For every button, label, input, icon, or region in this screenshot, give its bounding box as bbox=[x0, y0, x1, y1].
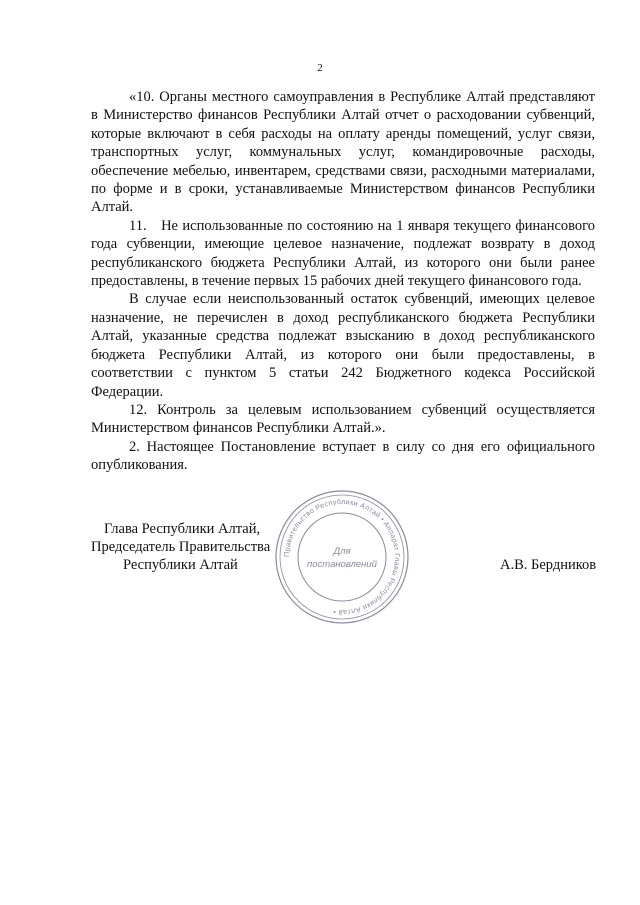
signatory-title-line-1: Глава Республики Алтай, bbox=[104, 521, 261, 537]
seal-graphic bbox=[273, 488, 411, 626]
paragraph-item-11: 11. Не использованные по состоянию на 1 января текущего финансового года субвенции, имеющие целевое назначение, подлежат возврату в доход республиканского бюджета Республики Алтай, из которого они были ранее предоставлены, в течение первых 15 рабочих дней текущего финансового года. bbox=[91, 217, 595, 290]
svg-text:Правительство Республики Алтай: Правительство Республики Алтай • Аппарат Главы Республики Алтай • bbox=[281, 496, 403, 618]
signatory-title-line-3: Республики Алтай bbox=[123, 557, 238, 573]
official-seal bbox=[273, 488, 411, 626]
page-number: 2 bbox=[317, 62, 323, 74]
signatory-title-line-2: Председатель Правительства bbox=[91, 539, 271, 555]
paragraph-item-10: «10. Органы местного самоуправления в Республике Алтай представляют в Министерство финансов Республики Алтай отчет о расходовании субвенций, которые включают в себя расходы на оплату аренды помещений, услуг связи, транспортных услуг, коммунальных услуг, командировочные расходы, обеспечение мебелью, инвентарем, средствами связи, расходными материалами, по форме и в сроки, устанавливаемые Министерством финансов Республики Алтай. bbox=[91, 89, 595, 216]
paragraph-item-12: 12. Контроль за целевым использованием субвенций осуществляется Министерством финансов Республики Алтай.». bbox=[91, 401, 595, 437]
paragraph-unused-balance: В случае если неиспользованный остаток субвенций, имеющих целевое назначение, не перечислен в доход республиканского бюджета Республики Алтай, указанные средства подлежат взысканию в доход республиканского бюджета Республики Алтай, из которого они были предоставлены, в соответствии с пунктом 5 статьи 242 Бюджетного кодекса Российской Федерации. bbox=[91, 291, 595, 400]
signatory-name: А.В. Бердников bbox=[500, 557, 597, 573]
document-body bbox=[91, 88, 595, 475]
svg-text:постановлений: постановлений bbox=[307, 559, 377, 570]
svg-text:Для: Для bbox=[333, 546, 351, 557]
paragraph-entry-into-force: 2. Настоящее Постановление вступает в силу со дня его официального опубликования. bbox=[91, 438, 595, 474]
